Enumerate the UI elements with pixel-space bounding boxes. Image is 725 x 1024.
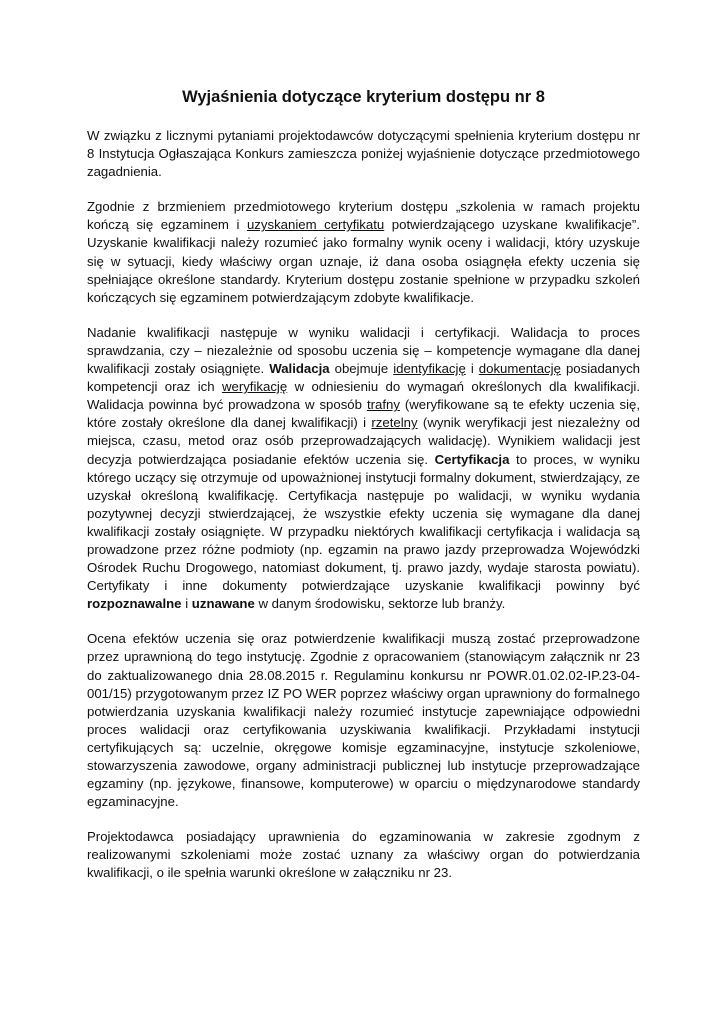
document-title: Wyjaśnienia dotyczące kryterium dostępu nr 8: [182, 88, 545, 106]
text-run: w danym środowisku, sektorze lub branży.: [254, 596, 506, 612]
text-run: (weryfikowane są te efekty uczenia się, które zostały określone dla danej kwalifikacji) i: [87, 397, 640, 431]
text-run: i: [181, 596, 192, 612]
bold-term-uznawane: uznawane: [191, 596, 255, 612]
text-run: w odniesieniu do wymagań określonych dla kwalifikacji. Walidacja powinna być prowadzona w sposób: [87, 379, 640, 413]
document-page: [87, 86, 640, 900]
text-run: potwierdzającego uzyskane kwalifikacje”. Uzyskanie kwalifikacji należy rozumieć jako formalny wynik oceny i walidacji, który uzyskuje się w sytuacji, kiedy właściwy organ uznaje, iż dana osoba osiągnęła efekty uczenia się spełniające określone standardy. Kryterium dostępu zostanie spełnione w przypadku szkoleń kończących się egzaminem potwierdzającym zdobyte kwalifikacje.: [87, 217, 640, 305]
underlined-term-rzetelny: rzetelny: [371, 415, 418, 431]
paragraph-validation-certification: [87, 324, 640, 614]
paragraph-authorized-institutions: Ocena efektów uczenia się oraz potwierdzenie kwalifikacji muszą zostać przeprowadzone przez uprawnioną do tego instytucję. Zgodnie z opracowaniem (stanowiącym załącznik nr 23 do zaktualizowanego dnia 28.08.2015 r. Regulaminu konkursu nr POWR.01.02.02-IP.23-04-001/15) przygotowanym przez IZ PO WER poprzez właściwy organ uprawniony do formalnego potwierdzania uzyskania kwalifikacji należy rozumieć instytucje zapewniające odpowiedni proces walidacji oraz certyfikowania uzyskiwania kwalifikacji. Przykładami instytucji certyfikujących są: uczelnie, okręgowe komisje egzaminacyjne, instytucje szkoleniowe, stowarzyszenia zawodowe, organy administracji publicznej lub instytucje przeprowadzające egzaminy (np. językowe, finansowe, komputerowe) w oparciu o międzynarodowe standardy egzaminacyjne.: [87, 631, 640, 810]
underlined-term: uzyskaniem certyfikatu: [246, 217, 385, 233]
text-run: Nadanie kwalifikacji następuje w wyniku walidacji i certyfikacji. Walidacja to proces sprawdzania, czy – niezależnie od sposobu uczenia się – kompetencje wymagane dla danej kwalifikacji zostały osiągnięte.: [87, 324, 640, 377]
paragraph-intro: W związku z licznymi pytaniami projektodawców dotyczącymi spełnienia kryterium dostępu nr 8 Instytucja Ogłaszająca Konkurs zamieszcza poniżej wyjaśnienie dotyczące przedmiotowego zagadnienia.: [87, 128, 640, 180]
text-run: posiadanych kompetencji oraz ich: [87, 361, 640, 395]
paragraph-criterion: [87, 198, 640, 307]
bold-term-walidacja: Walidacja: [269, 361, 330, 377]
text-run: (wynik weryfikacji jest niezależny od miejsca, czasu, metod oraz osób przeprowadzających walidację). Wynikiem walidacji jest decyzja potwierdzająca posiadanie efektów uczenia się.: [87, 415, 640, 467]
text-run: i: [465, 361, 479, 377]
paragraph-applicant: Projektodawca posiadający uprawnienia do egzaminowania w zakresie zgodnym z realizowanymi szkoleniami może zostać uznany za właściwy organ do potwierdzania kwalifikacji, o ile spełnia warunki określone w załączniku nr 23.: [87, 829, 640, 881]
underlined-term-identyfikacje: identyfikację: [393, 361, 466, 377]
text-run: to proces, w wyniku którego uczący się otrzymuje od upoważnionej instytucji formalny dokument, stwierdzający, ze uzyskał określoną kwalifikację. Certyfikacja następuje po walidacji, w wyniku wydania pozytywnej decyzji stwierdzającej, że wszystkie efekty uczenia się wymagane dla danej kwalifikacji zostały osiągnięte. W przypadku niektórych kwalifikacji certyfikacja i walidacja są prowadzone przez różne podmioty (np. egzamin na prawo jazdy przeprowadza Wojewódzki Ośrodek Ruchu Drogowego, natomiast dokument, tj. prawo jazdy, wydaje starosta powiatu). Certyfikaty i inne dokumenty potwierdzające uzyskanie kwalifikacji powinny być: [87, 451, 640, 594]
text-run: obejmuje: [329, 361, 394, 377]
underlined-term-dokumentacje: dokumentację: [478, 361, 561, 377]
underlined-term-trafny: trafny: [366, 397, 400, 413]
bold-term-rozpoznawalne: rozpoznawalne: [87, 596, 182, 612]
bold-term-certyfikacja: Certyfikacja: [434, 451, 510, 467]
text-run: Zgodnie z brzmieniem przedmiotowego kryterium dostępu „szkolenia w ramach projektu kończą się egzaminem i: [87, 199, 640, 233]
underlined-term-weryfikacje: weryfikację: [221, 379, 288, 395]
